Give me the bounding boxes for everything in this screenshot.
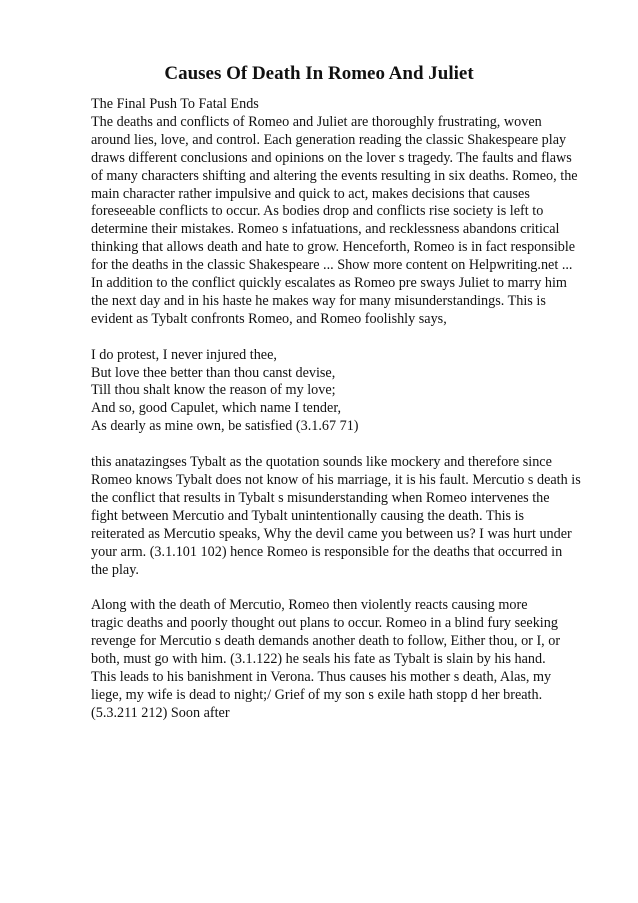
text-line: the play. xyxy=(91,561,139,578)
paragraph-gap xyxy=(91,436,601,454)
text-line: The deaths and conflicts of Romeo and Juliet are thoroughly frustrating, woven xyxy=(91,113,542,130)
document-title: Causes Of Death In Romeo And Juliet xyxy=(164,63,474,84)
text-line: Romeo knows Tybalt does not know of his marriage, it is his fault. Mercutio s death is xyxy=(91,472,581,488)
quotation-block xyxy=(91,347,601,437)
text-line: liege, my wife is dead to night;/ Grief of my son s exile hath stopp d her breath. xyxy=(91,686,543,703)
text-line: around lies, love, and control. Each generation reading the classic Shakespeare play xyxy=(91,131,567,148)
text-line: this anatazingses Tybalt as the quotation sounds like mockery and therefore since xyxy=(91,454,552,471)
paragraph xyxy=(91,96,601,329)
document-body xyxy=(91,96,601,723)
text-line: of many characters shifting and altering the events resulting in six deaths. Romeo, the xyxy=(91,167,578,184)
text-line: revenge for Mercutio s death demands another death to follow, Either thou, or I, or xyxy=(91,633,561,650)
text-line: This leads to his banishment in Verona. Thus causes his mother s death, Alas, my xyxy=(91,668,552,685)
text-line: both, must go with him. (3.1.122) he seals his fate as Tybalt is slain by his hand. xyxy=(91,651,546,668)
text-line: for the deaths in the classic Shakespeare ... Show more content on Helpwriting.net ... xyxy=(91,257,573,274)
text-line: I do protest, I never injured thee, xyxy=(91,346,277,363)
text-line: the conflict that results in Tybalt s misunderstanding when Romeo intervenes the xyxy=(91,489,550,506)
text-line: tragic deaths and poorly thought out plans to occur. Romeo in a blind fury seeking xyxy=(91,615,558,632)
text-line: evident as Tybalt confronts Romeo, and Romeo foolishly says, xyxy=(91,310,447,327)
text-line: But love thee better than thou canst devise, xyxy=(91,364,336,381)
text-line: main character rather impulsive and quick to act, makes decisions that causes xyxy=(91,185,530,202)
paragraph xyxy=(91,597,601,722)
text-line: And so, good Capulet, which name I tender, xyxy=(91,400,342,417)
text-line: fight between Mercutio and Tybalt unintentionally causing the death. This is xyxy=(91,507,525,524)
text-line: Along with the death of Mercutio, Romeo then violently reacts causing more xyxy=(91,597,528,614)
text-line: (5.3.211 212) Soon after xyxy=(91,704,230,721)
text-line: Till thou shalt know the reason of my love; xyxy=(91,382,336,399)
text-line: your arm. (3.1.101 102) hence Romeo is responsible for the deaths that occurred in xyxy=(91,543,563,560)
text-line: In addition to the conflict quickly escalates as Romeo pre sways Juliet to marry him xyxy=(91,275,567,292)
text-line: As dearly as mine own, be satisfied (3.1.67 71) xyxy=(91,418,359,435)
paragraph xyxy=(91,454,601,579)
text-line: foreseeable conflicts to occur. As bodies drop and conflicts rise society is left to xyxy=(91,203,544,220)
text-line: reiterated as Mercutio speaks, Why the devil came you between us? I was hurt under xyxy=(91,525,572,542)
text-line: the next day and in his haste he makes way for many misunderstandings. This is xyxy=(91,292,546,309)
text-line: determine their mistakes. Romeo s infatuations, and recklessness abandons critical xyxy=(91,221,560,238)
paragraph-gap xyxy=(91,579,601,597)
text-line: thinking that allows death and hate to grow. Henceforth, Romeo is in fact responsible xyxy=(91,239,576,256)
paragraph-gap xyxy=(91,329,601,347)
text-line: The Final Push To Fatal Ends xyxy=(91,96,259,112)
text-line: draws different conclusions and opinions on the lover s tragedy. The faults and flaws xyxy=(91,149,572,166)
